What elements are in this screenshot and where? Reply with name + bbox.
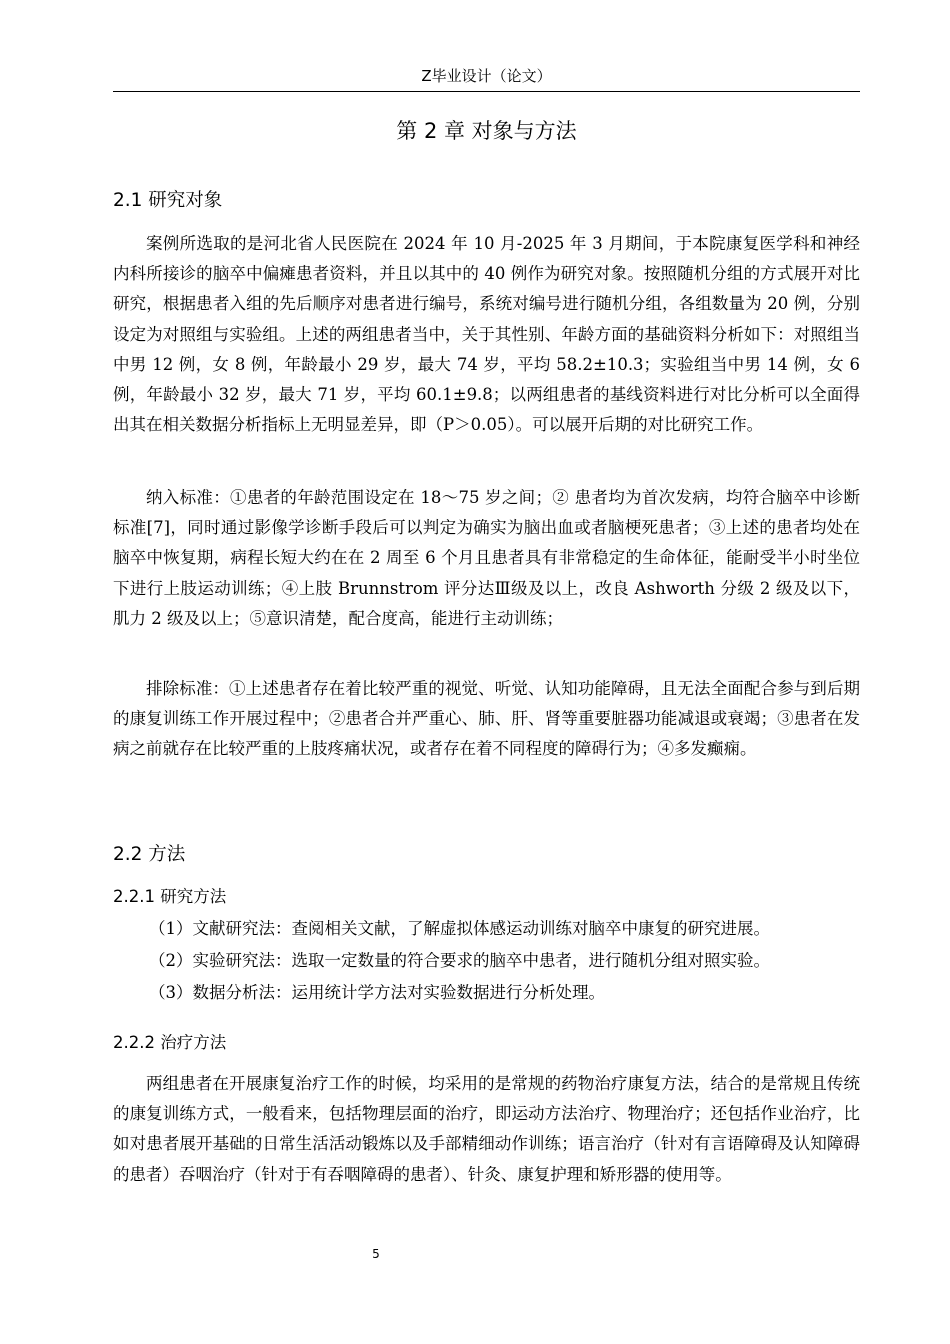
list-item-literature-method: （1）文献研究法：查阅相关文献，了解虚拟体感运动训练对脑卒中康复的研究进展。 [149,919,770,938]
list-item-experiment-method: （2）实验研究法：选取一定数量的符合要求的脑卒中患者，进行随机分组对照实验。 [149,951,770,970]
list-item-data-analysis-method: （3）数据分析法：运用统计学方法对实验数据进行分析处理。 [149,983,605,1002]
header-divider [113,91,860,92]
subsection-heading-2-2-2: 2.2.2 治疗方法 [113,1033,227,1052]
page-number: 5 [372,1247,380,1261]
section-heading-2-1: 2.1 研究对象 [113,190,223,211]
paragraph-inclusion-criteria: 纳入标准：①患者的年龄范围设定在 18～75 岁之间；② 患者均为首次发病，均符合脑卒中诊断标准[7]，同时通过影像学诊断手段后可以判定为确实为脑出血或者脑梗死患者；③上述的患者均处在脑卒中恢复期，病程长短大约在在 2 周至 6 个月且患者具有非常稳定的生命体征，能耐受半小时坐位下进行上肢运动训练；④上肢 Brunnstrom 评分达Ⅲ级及以上，改良 Ashworth 分级 2 级及以下，肌力 2 级及以上；⑤意识清楚，配合度高，能进行主动训练； [113,488,860,628]
paragraph-treatment-method: 两组患者在开展康复治疗工作的时候，均采用的是常规的药物治疗康复方法，结合的是常规且传统的康复训练方式，一般看来，包括物理层面的治疗，即运动方法治疗、物理治疗；还包括作业治疗，比如对患者展开基础的日常生活活动锻炼以及手部精细动作训练；语言治疗（针对有言语障碍及认知障碍的患者）吞咽治疗（针对于有吞咽障碍的患者）、针灸、康复护理和矫形器的使用等。 [113,1074,860,1184]
subsection-heading-2-2-1: 2.2.1 研究方法 [113,887,227,906]
paragraph-exclusion-criteria: 排除标准：①上述患者存在着比较严重的视觉、听觉、认知功能障碍，且无法全面配合参与到后期的康复训练工作开展过程中；②患者合并严重心、肺、肝、肾等重要脏器功能减退或衰竭；③患者在发病之前就存在比较严重的上肢疼痛状况，或者存在着不同程度的障碍行为；④多发癫痫。 [113,679,860,759]
paragraph-study-subjects: 案例所选取的是河北省人民医院在 2024 年 10 月-2025 年 3 月期间，于本院康复医学科和神经内科所接诊的脑卒中偏瘫患者资料，并且以其中的 40 例作为研究对象。按照随机分组的方式展开对比研究，根据患者入组的先后顺序对患者进行编号，系统对编号进行随机分组，各组数量为 20 例，分别设定为对照组与实验组。上述的两组患者当中，关于其性别、年龄方面的基础资料分析如下：对照组当中男 12 例，女 8 例，年龄最小 29 岁，最大 74 岁，平均 58.2±10.3；实验组当中男 14 例，女 6 例，年龄最小 32 岁，最大 71 岁，平均 60.1±9.8；以两组患者的基线资料进行对比分析可以全面得出其在相关数据分析指标上无明显差异，即（P＞0.05）。可以展开后期的对比研究工作。 [113,234,860,435]
running-header: Z毕业设计（论文） [421,67,552,85]
chapter-title: 第 2 章 对象与方法 [396,119,577,143]
section-heading-2-2: 2.2 方法 [113,844,186,865]
